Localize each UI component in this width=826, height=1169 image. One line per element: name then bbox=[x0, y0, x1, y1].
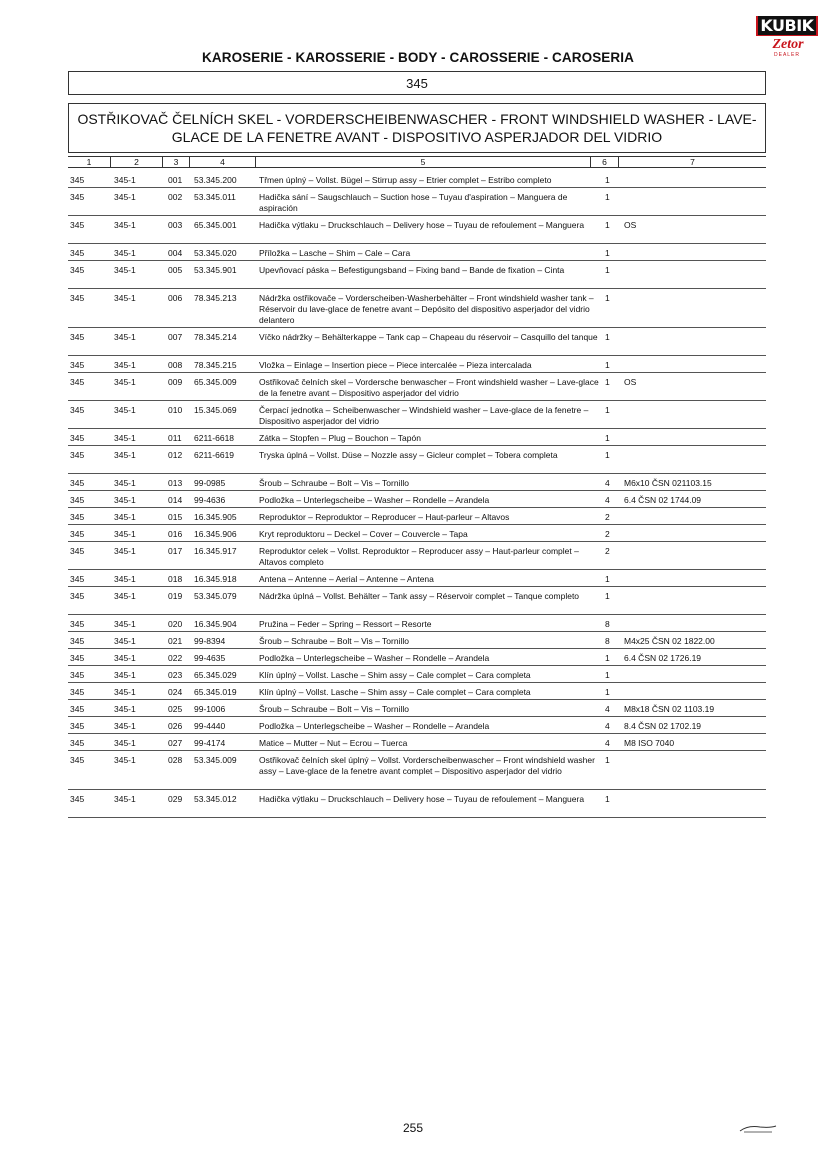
row-subgroup-cell: 345-1 bbox=[114, 636, 136, 646]
table-row bbox=[68, 542, 766, 570]
row-position-cell: 005 bbox=[168, 265, 183, 275]
row-position-cell: 006 bbox=[168, 293, 183, 303]
row-position-cell: 013 bbox=[168, 478, 183, 488]
table-row bbox=[68, 356, 766, 373]
row-quantity-cell: 1 bbox=[605, 293, 610, 303]
row-quantity-cell: 1 bbox=[605, 248, 610, 258]
row-position-cell: 021 bbox=[168, 636, 183, 646]
row-quantity-cell: 1 bbox=[605, 377, 610, 387]
row-description-cell: Upevňovací páska – Befestigungsband – Fixing band – Bande de fixation – Cinta bbox=[259, 265, 565, 275]
table-row bbox=[68, 615, 766, 632]
row-description-cell: Třmen úplný – Vollst. Bügel – Stirrup assy – Etrier complet – Estribo completo bbox=[259, 175, 552, 185]
row-group-cell: 345 bbox=[70, 704, 85, 714]
row-description-cell: Podložka – Unterlegscheibe – Washer – Rondelle – Arandela bbox=[259, 653, 490, 663]
table-row bbox=[68, 171, 766, 188]
row-subgroup-cell: 345-1 bbox=[114, 405, 136, 415]
row-group-cell: 345 bbox=[70, 265, 85, 275]
row-quantity-cell: 1 bbox=[605, 450, 610, 460]
row-description-cell: Příložka – Lasche – Shim – Cale – Cara bbox=[259, 248, 411, 258]
row-description-cell: Klín úplný – Vollst. Lasche – Shim assy – Cale complet – Cara completa bbox=[259, 687, 531, 697]
row-quantity-cell: 4 bbox=[605, 495, 610, 505]
row-position-cell: 023 bbox=[168, 670, 183, 680]
column-header-6: 6 bbox=[590, 157, 618, 168]
row-part-number-cell: 78.345.214 bbox=[194, 332, 237, 342]
row-group-cell: 345 bbox=[70, 574, 85, 584]
row-description-cell: Tryska úplná – Vollst. Düse – Nozzle assy – Gicleur complet – Tobera completa bbox=[259, 450, 558, 460]
row-subgroup-cell: 345-1 bbox=[114, 619, 136, 629]
row-quantity-cell: 1 bbox=[605, 265, 610, 275]
column-header-1: 1 bbox=[86, 157, 92, 167]
row-subgroup-cell: 345-1 bbox=[114, 332, 136, 342]
row-note-cell: OS bbox=[624, 220, 637, 230]
row-group-cell: 345 bbox=[70, 619, 85, 629]
row-part-number-cell: 65.345.029 bbox=[194, 670, 237, 680]
row-subgroup-cell: 345-1 bbox=[114, 546, 136, 556]
table-row bbox=[68, 261, 766, 289]
row-description-cell: Šroub – Schraube – Bolt – Vis – Tornillo bbox=[259, 478, 409, 488]
row-description-cell: Nádržka ostřikovače – Vorderscheiben-Washerbehälter – Front windshield washer tank – Réservoir du lave-glace de fenetre avant – Depósito del dispositivo asperjador del vidrio delantero bbox=[259, 293, 594, 325]
row-position-cell: 003 bbox=[168, 220, 183, 230]
table-row bbox=[68, 474, 766, 491]
table-row bbox=[68, 587, 766, 615]
row-description-cell: Nádržka úplná – Vollst. Behälter – Tank assy – Réservoir complet – Tanque completo bbox=[259, 591, 580, 601]
row-position-cell: 029 bbox=[168, 794, 183, 804]
row-group-cell: 345 bbox=[70, 721, 85, 731]
row-description-cell: Ostřikovač čelních skel úplný – Vollst. Vorderscheibenwascher – Front windshield washer assy – Lave-glace de la fenetre avant complet – Dispositivo asperjador del vidrio bbox=[259, 755, 595, 776]
row-quantity-cell: 4 bbox=[605, 738, 610, 748]
row-quantity-cell: 1 bbox=[605, 220, 610, 230]
row-description-cell: Čerpací jednotka – Scheibenwascher – Windshield washer – Lave-glace de la fenetre – Dispositivo asperjador del vidrio bbox=[259, 405, 589, 426]
row-description-cell: Antena – Antenne – Aerial – Antenne – Antena bbox=[259, 574, 434, 584]
row-group-cell: 345 bbox=[70, 175, 85, 185]
table-row bbox=[68, 632, 766, 649]
row-part-number-cell: 99-0985 bbox=[194, 478, 226, 488]
row-group-cell: 345 bbox=[70, 546, 85, 556]
table-row bbox=[68, 717, 766, 734]
table-row bbox=[68, 666, 766, 683]
table-row bbox=[68, 188, 766, 216]
row-position-cell: 004 bbox=[168, 248, 183, 258]
table-row bbox=[68, 491, 766, 508]
row-group-cell: 345 bbox=[70, 687, 85, 697]
row-group-cell: 345 bbox=[70, 591, 85, 601]
row-group-cell: 345 bbox=[70, 670, 85, 680]
row-quantity-cell: 1 bbox=[605, 794, 610, 804]
group-number-box bbox=[68, 71, 766, 95]
row-group-cell: 345 bbox=[70, 529, 85, 539]
page-title: KAROSERIE - KAROSSERIE - BODY - CAROSSERIE - CAROSERIA bbox=[202, 50, 634, 65]
table-row bbox=[68, 570, 766, 587]
row-part-number-cell: 99-8394 bbox=[194, 636, 226, 646]
table-row bbox=[68, 751, 766, 790]
row-quantity-cell: 4 bbox=[605, 704, 610, 714]
row-group-cell: 345 bbox=[70, 738, 85, 748]
row-description-cell: Reproduktor celek – Vollst. Reproduktor – Reproducer assy – Haut-parleur complet – Altavos completo bbox=[259, 546, 579, 567]
row-position-cell: 008 bbox=[168, 360, 183, 370]
table-row bbox=[68, 525, 766, 542]
row-description-cell: Pružina – Feder – Spring – Ressort – Resorte bbox=[259, 619, 432, 629]
row-note-cell: M8x18 ČSN 02 1103.19 bbox=[624, 704, 715, 714]
row-position-cell: 027 bbox=[168, 738, 183, 748]
table-row bbox=[68, 649, 766, 666]
table-row bbox=[68, 429, 766, 446]
row-position-cell: 020 bbox=[168, 619, 183, 629]
row-part-number-cell: 16.345.904 bbox=[194, 619, 237, 629]
row-description-cell: Hadička výtlaku – Druckschlauch – Delivery hose – Tuyau de refoulement – Manguera bbox=[259, 794, 585, 804]
row-group-cell: 345 bbox=[70, 405, 85, 415]
table-row bbox=[68, 216, 766, 244]
row-part-number-cell: 53.345.012 bbox=[194, 794, 237, 804]
row-subgroup-cell: 345-1 bbox=[114, 192, 136, 202]
row-note-cell: M8 ISO 7040 bbox=[624, 738, 675, 748]
row-group-cell: 345 bbox=[70, 755, 85, 765]
column-header-2: 2 bbox=[110, 157, 162, 168]
row-part-number-cell: 65.345.019 bbox=[194, 687, 237, 697]
table-row bbox=[68, 244, 766, 261]
kubik-logo-text: KUBIK bbox=[756, 16, 818, 36]
row-position-cell: 016 bbox=[168, 529, 183, 539]
row-part-number-cell: 6211-6618 bbox=[194, 433, 235, 443]
row-group-cell: 345 bbox=[70, 794, 85, 804]
row-note-cell: 6.4 ČSN 02 1744.09 bbox=[624, 495, 702, 505]
row-part-number-cell: 78.345.213 bbox=[194, 293, 237, 303]
row-description-cell: Hadička výtlaku – Druckschlauch – Delivery hose – Tuyau de refoulement – Manguera bbox=[259, 220, 585, 230]
row-quantity-cell: 1 bbox=[605, 670, 610, 680]
column-header-row bbox=[68, 156, 766, 168]
row-description-cell: Víčko nádržky – Behälterkappe – Tank cap – Chapeau du réservoir – Casquillo del tanque bbox=[259, 332, 598, 342]
row-position-cell: 011 bbox=[168, 433, 182, 443]
row-position-cell: 019 bbox=[168, 591, 183, 601]
row-quantity-cell: 2 bbox=[605, 529, 610, 539]
row-quantity-cell: 1 bbox=[605, 755, 610, 765]
row-group-cell: 345 bbox=[70, 332, 85, 342]
column-header-5: 5 bbox=[255, 157, 590, 168]
row-subgroup-cell: 345-1 bbox=[114, 794, 136, 804]
row-part-number-cell: 65.345.001 bbox=[194, 220, 237, 230]
row-subgroup-cell: 345-1 bbox=[114, 738, 136, 748]
row-group-cell: 345 bbox=[70, 360, 85, 370]
row-part-number-cell: 99-4635 bbox=[194, 653, 226, 663]
row-position-cell: 017 bbox=[168, 546, 183, 556]
row-position-cell: 007 bbox=[168, 332, 183, 342]
row-part-number-cell: 53.345.200 bbox=[194, 175, 237, 185]
section-title-line2: GLACE DE LA FENETRE AVANT - DISPOSITIVO ASPERJADOR DEL VIDRIO bbox=[171, 129, 663, 145]
row-part-number-cell: 53.345.009 bbox=[194, 755, 237, 765]
row-quantity-cell: 8 bbox=[605, 619, 610, 629]
row-subgroup-cell: 345-1 bbox=[114, 721, 136, 731]
row-note-cell: 8.4 ČSN 02 1702.19 bbox=[624, 721, 702, 731]
row-group-cell: 345 bbox=[70, 478, 85, 488]
row-group-cell: 345 bbox=[70, 248, 85, 258]
row-description-cell: Šroub – Schraube – Bolt – Vis – Tornillo bbox=[259, 704, 409, 714]
row-description-cell: Matice – Mutter – Nut – Ecrou – Tuerca bbox=[259, 738, 408, 748]
row-position-cell: 018 bbox=[168, 574, 183, 584]
table-row bbox=[68, 401, 766, 429]
row-part-number-cell: 99-4440 bbox=[194, 721, 226, 731]
row-quantity-cell: 4 bbox=[605, 721, 610, 731]
table-row bbox=[68, 373, 766, 401]
row-subgroup-cell: 345-1 bbox=[114, 450, 136, 460]
row-subgroup-cell: 345-1 bbox=[114, 755, 136, 765]
row-position-cell: 024 bbox=[168, 687, 183, 697]
table-row bbox=[68, 508, 766, 525]
table-row bbox=[68, 446, 766, 474]
row-position-cell: 026 bbox=[168, 721, 183, 731]
table-row bbox=[68, 700, 766, 717]
row-part-number-cell: 53.345.011 bbox=[194, 192, 236, 202]
row-subgroup-cell: 345-1 bbox=[114, 574, 136, 584]
row-position-cell: 028 bbox=[168, 755, 183, 765]
group-number: 345 bbox=[406, 76, 428, 91]
row-position-cell: 014 bbox=[168, 495, 183, 505]
row-group-cell: 345 bbox=[70, 293, 85, 303]
table-row bbox=[68, 683, 766, 700]
row-part-number-cell: 16.345.905 bbox=[194, 512, 237, 522]
zetor-logo-text: Zetor bbox=[772, 37, 804, 52]
row-quantity-cell: 1 bbox=[605, 192, 610, 202]
section-title-box bbox=[68, 103, 766, 153]
column-header-7: 7 bbox=[618, 157, 766, 168]
row-quantity-cell: 1 bbox=[605, 433, 610, 443]
parts-table bbox=[68, 171, 766, 818]
row-note-cell: M6x10 ČSN 021103.15 bbox=[624, 478, 712, 488]
row-group-cell: 345 bbox=[70, 512, 85, 522]
table-row bbox=[68, 328, 766, 356]
row-subgroup-cell: 345-1 bbox=[114, 704, 136, 714]
row-quantity-cell: 1 bbox=[605, 653, 610, 663]
row-subgroup-cell: 345-1 bbox=[114, 175, 136, 185]
row-part-number-cell: 16.345.918 bbox=[194, 574, 237, 584]
row-part-number-cell: 15.345.069 bbox=[194, 405, 237, 415]
row-description-cell: Kryt reproduktoru – Deckel – Cover – Couvercle – Tapa bbox=[259, 529, 468, 539]
row-quantity-cell: 4 bbox=[605, 478, 610, 488]
logo-subtext: DEALER bbox=[774, 52, 801, 58]
section-title-line1: OSTŘIKOVAČ ČELNÍCH SKEL - VORDERSCHEIBENWASCHER - FRONT WINDSHIELD WASHER - LAVE- bbox=[77, 111, 757, 127]
row-subgroup-cell: 345-1 bbox=[114, 265, 136, 275]
row-subgroup-cell: 345-1 bbox=[114, 687, 136, 697]
row-group-cell: 345 bbox=[70, 377, 85, 387]
row-description-cell: Ostřikovač čelních skel – Vordersche benwascher – Front windshield washer – Lave-glace de la fenetre avant – Dispositivo asperjador del vidrio bbox=[259, 377, 599, 398]
table-row bbox=[68, 790, 766, 818]
row-subgroup-cell: 345-1 bbox=[114, 478, 136, 488]
zetor-footer-icon bbox=[738, 1124, 778, 1134]
row-subgroup-cell: 345-1 bbox=[114, 360, 136, 370]
row-note-cell: OS bbox=[624, 377, 637, 387]
row-subgroup-cell: 345-1 bbox=[114, 529, 136, 539]
row-subgroup-cell: 345-1 bbox=[114, 591, 136, 601]
row-quantity-cell: 2 bbox=[605, 546, 610, 556]
row-description-cell: Vložka – Einlage – Insertion piece – Piece intercalée – Pieza intercalada bbox=[259, 360, 532, 370]
row-subgroup-cell: 345-1 bbox=[114, 377, 136, 387]
row-position-cell: 010 bbox=[168, 405, 183, 415]
row-position-cell: 001 bbox=[168, 175, 183, 185]
row-note-cell: 6.4 ČSN 02 1726.19 bbox=[624, 653, 702, 663]
row-part-number-cell: 16.345.917 bbox=[194, 546, 237, 556]
row-quantity-cell: 1 bbox=[605, 574, 610, 584]
row-part-number-cell: 53.345.079 bbox=[194, 591, 237, 601]
row-group-cell: 345 bbox=[70, 653, 85, 663]
row-quantity-cell: 1 bbox=[605, 687, 610, 697]
row-description-cell: Hadička sání – Saugschlauch – Suction hose – Tuyau d'aspiration – Manguera de aspiración bbox=[259, 192, 568, 213]
row-part-number-cell: 99-4174 bbox=[194, 738, 226, 748]
row-description-cell: Šroub – Schraube – Bolt – Vis – Tornillo bbox=[259, 636, 409, 646]
row-group-cell: 345 bbox=[70, 450, 85, 460]
row-description-cell: Zátka – Stopfen – Plug – Bouchon – Tapón bbox=[259, 433, 421, 443]
row-note-cell: M4x25 ČSN 02 1822.00 bbox=[624, 636, 715, 646]
row-position-cell: 009 bbox=[168, 377, 183, 387]
row-part-number-cell: 99-1006 bbox=[194, 704, 226, 714]
row-description-cell: Reproduktor – Reproduktor – Reproducer – Haut-parleur – Altavos bbox=[259, 512, 510, 522]
row-group-cell: 345 bbox=[70, 433, 85, 443]
row-description-cell: Podložka – Unterlegscheibe – Washer – Rondelle – Arandela bbox=[259, 495, 490, 505]
row-position-cell: 015 bbox=[168, 512, 183, 522]
row-group-cell: 345 bbox=[70, 636, 85, 646]
row-group-cell: 345 bbox=[70, 495, 85, 505]
row-subgroup-cell: 345-1 bbox=[114, 512, 136, 522]
column-header-3: 3 bbox=[162, 157, 189, 168]
row-part-number-cell: 53.345.020 bbox=[194, 248, 237, 258]
page-number: 255 bbox=[402, 1121, 424, 1135]
row-description-cell: Klín úplný – Vollst. Lasche – Shim assy – Cale complet – Cara completa bbox=[259, 670, 531, 680]
column-header-4: 4 bbox=[189, 157, 255, 168]
row-subgroup-cell: 345-1 bbox=[114, 653, 136, 663]
row-position-cell: 025 bbox=[168, 704, 183, 714]
table-row bbox=[68, 289, 766, 328]
row-subgroup-cell: 345-1 bbox=[114, 433, 136, 443]
row-quantity-cell: 1 bbox=[605, 405, 610, 415]
row-position-cell: 012 bbox=[168, 450, 183, 460]
table-row bbox=[68, 734, 766, 751]
row-part-number-cell: 16.345.906 bbox=[194, 529, 237, 539]
row-subgroup-cell: 345-1 bbox=[114, 248, 136, 258]
row-part-number-cell: 78.345.215 bbox=[194, 360, 237, 370]
row-group-cell: 345 bbox=[70, 220, 85, 230]
row-quantity-cell: 1 bbox=[605, 360, 610, 370]
row-quantity-cell: 8 bbox=[605, 636, 610, 646]
row-subgroup-cell: 345-1 bbox=[114, 495, 136, 505]
row-subgroup-cell: 345-1 bbox=[114, 293, 136, 303]
row-quantity-cell: 1 bbox=[605, 591, 610, 601]
row-group-cell: 345 bbox=[70, 192, 85, 202]
row-part-number-cell: 6211-6619 bbox=[194, 450, 235, 460]
row-quantity-cell: 2 bbox=[605, 512, 610, 522]
row-description-cell: Podložka – Unterlegscheibe – Washer – Rondelle – Arandela bbox=[259, 721, 490, 731]
row-subgroup-cell: 345-1 bbox=[114, 670, 136, 680]
row-part-number-cell: 99-4636 bbox=[194, 495, 226, 505]
row-position-cell: 022 bbox=[168, 653, 183, 663]
row-subgroup-cell: 345-1 bbox=[114, 220, 136, 230]
row-position-cell: 002 bbox=[168, 192, 183, 202]
row-part-number-cell: 53.345.901 bbox=[194, 265, 237, 275]
row-quantity-cell: 1 bbox=[605, 332, 610, 342]
row-part-number-cell: 65.345.009 bbox=[194, 377, 237, 387]
row-quantity-cell: 1 bbox=[605, 175, 610, 185]
